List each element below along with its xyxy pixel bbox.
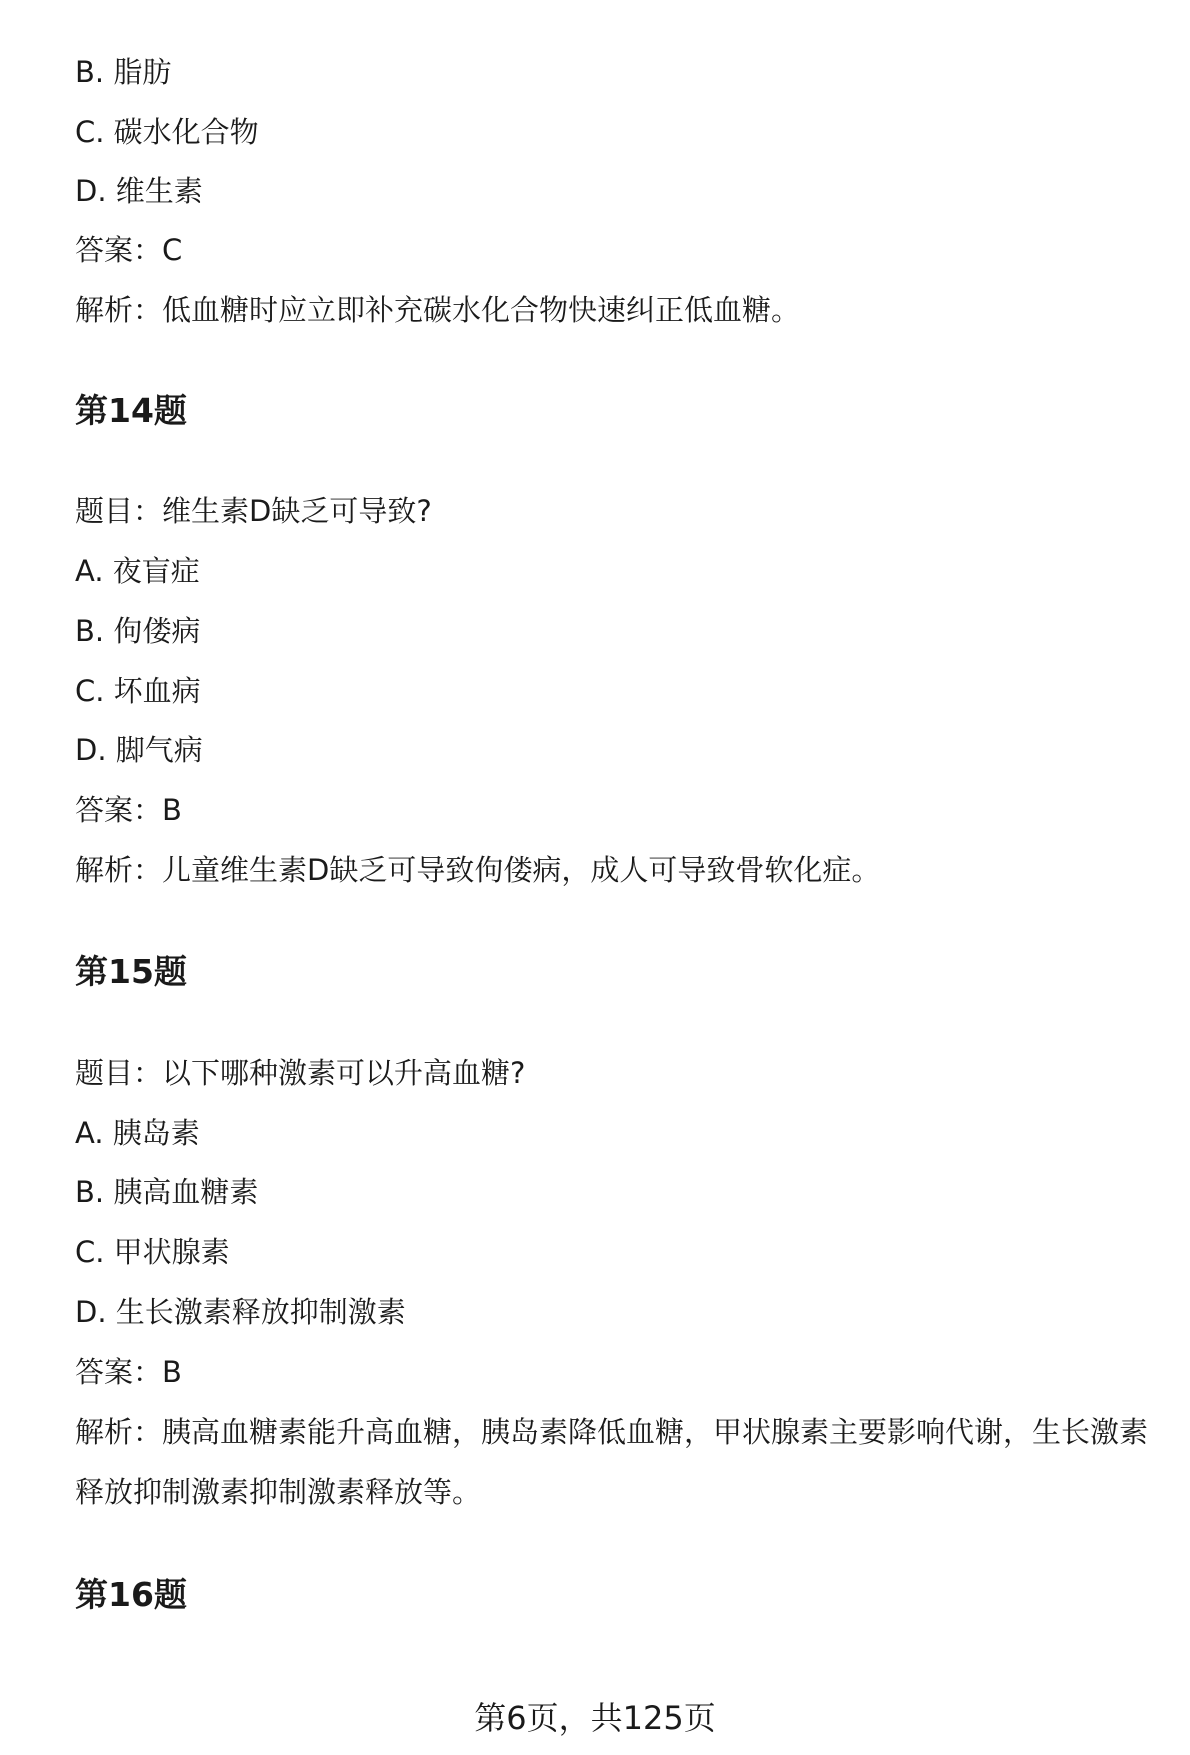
q13-option-c: C. 碳水化合物 [75,115,259,149]
q13-answer: 答案：C [75,233,183,267]
q15-question: 题目：以下哪种激素可以升高血糖? [75,1056,526,1090]
q14-heading: 第14题 [75,391,187,430]
q14-option-d: D. 脚气病 [75,733,203,767]
q14-option-c: C. 坏血病 [75,674,201,708]
q13-option-b: B. 脂肪 [75,55,172,89]
q15-answer: 答案：B [75,1355,182,1389]
q14-answer: 答案：B [75,793,182,827]
q14-question: 题目：维生素D缺乏可导致? [75,494,432,528]
q15-analysis: 解析：胰高血糖素能升高血糖，胰岛素降低血糖，甲状腺素主要影响代谢，生长激素释放抑制激素抑制激素释放等。 [75,1415,1149,1509]
q15-option-c: C. 甲状腺素 [75,1235,230,1269]
q15-option-a: A. 胰岛素 [75,1116,200,1150]
q13-analysis: 解析：低血糖时应立即补充碳水化合物快速纠正低血糖。 [75,293,801,327]
q15-option-b: B. 胰高血糖素 [75,1175,259,1209]
q14-option-b: B. 佝偻病 [75,614,201,648]
q16-heading: 第16题 [75,1575,187,1614]
q15-option-d: D. 生长激素释放抑制激素 [75,1295,406,1329]
q15-heading: 第15题 [75,952,187,991]
page-indicator: 第6页，共125页 [474,1699,716,1737]
q13-option-d: D. 维生素 [75,174,203,208]
q14-analysis: 解析：儿童维生素D缺乏可导致佝偻病，成人可导致骨软化症。 [75,853,881,887]
q14-option-a: A. 夜盲症 [75,554,200,588]
